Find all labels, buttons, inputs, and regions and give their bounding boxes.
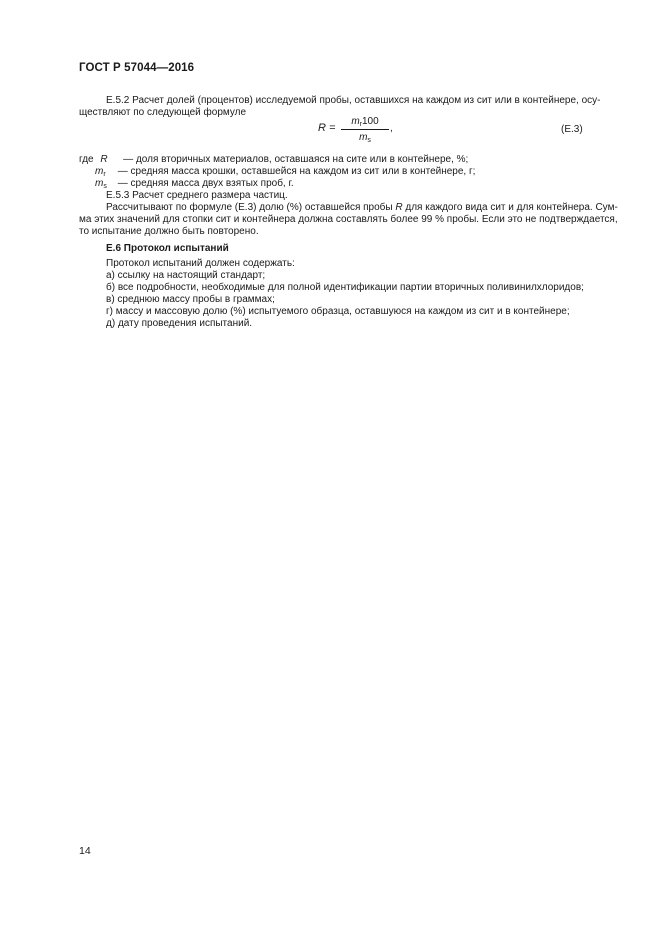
formula-denominator: $m_s$ xyxy=(359,132,371,144)
list-item: г) массу и массовую долю (%) испытуемого образца, оставшуюся на каждом из сит и в контейнере; xyxy=(106,306,570,317)
section-e53-line1: Рассчитывают по формуле (Е.3) долю (%) оставшейся пробы R для каждого вида сит и для контейнера. Сум- xyxy=(106,202,618,213)
equation-number: (Е.3) xyxy=(561,124,583,135)
formula-lhs: R = xyxy=(318,122,336,134)
definition-text: — средняя масса двух взятых проб, г. xyxy=(117,178,294,189)
section-e53-line2: ма этих значений для стопки сит и контейнера должна составлять более 99 % пробы. Если это не подтверждается, xyxy=(79,214,618,225)
definition-symbol: R xyxy=(100,154,108,165)
formula-e3 xyxy=(318,115,398,151)
formula-comma: , xyxy=(390,123,393,134)
definition-symbol: $m_r$ xyxy=(95,166,106,178)
definition-text: — средняя масса крошки, оставшейся на каждом из сит или в контейнере, г; xyxy=(117,166,476,177)
formula-numerator: $m_r100$ xyxy=(351,116,379,128)
list-item: б) все подробности, необходимые для полной идентификации партии вторичных поливинилхлоридов; xyxy=(106,282,584,293)
list-item: д) дату проведения испытаний. xyxy=(106,318,253,329)
section-e53-title: Е.5.3 Расчет среднего размера частиц. xyxy=(106,190,288,201)
section-e6-intro: Протокол испытаний должен содержать: xyxy=(106,258,295,269)
section-e52-line1: Е.5.2 Расчет долей (процентов) исследуемой пробы, оставшихся на каждом из сит или в контейнере, осу- xyxy=(106,95,601,106)
page-number: 14 xyxy=(79,845,91,857)
where-label: где xyxy=(79,154,94,165)
list-item: в) среднюю массу пробы в граммах; xyxy=(106,294,275,305)
definition-symbol: $m_s$ xyxy=(95,178,107,190)
section-e52-line2: ществляют по следующей формуле xyxy=(79,107,247,118)
document-header: ГОСТ Р 57044—2016 xyxy=(79,62,195,74)
section-e53-line3: то испытание должно быть повторено. xyxy=(79,226,259,237)
fraction-bar xyxy=(341,129,389,130)
definition-text: — доля вторичных материалов, оставшаяся на сите или в контейнере, %; xyxy=(123,154,469,165)
section-e6-heading: Е.6 Протокол испытаний xyxy=(106,243,229,254)
list-item: а) ссылку на настоящий стандарт; xyxy=(106,270,266,281)
